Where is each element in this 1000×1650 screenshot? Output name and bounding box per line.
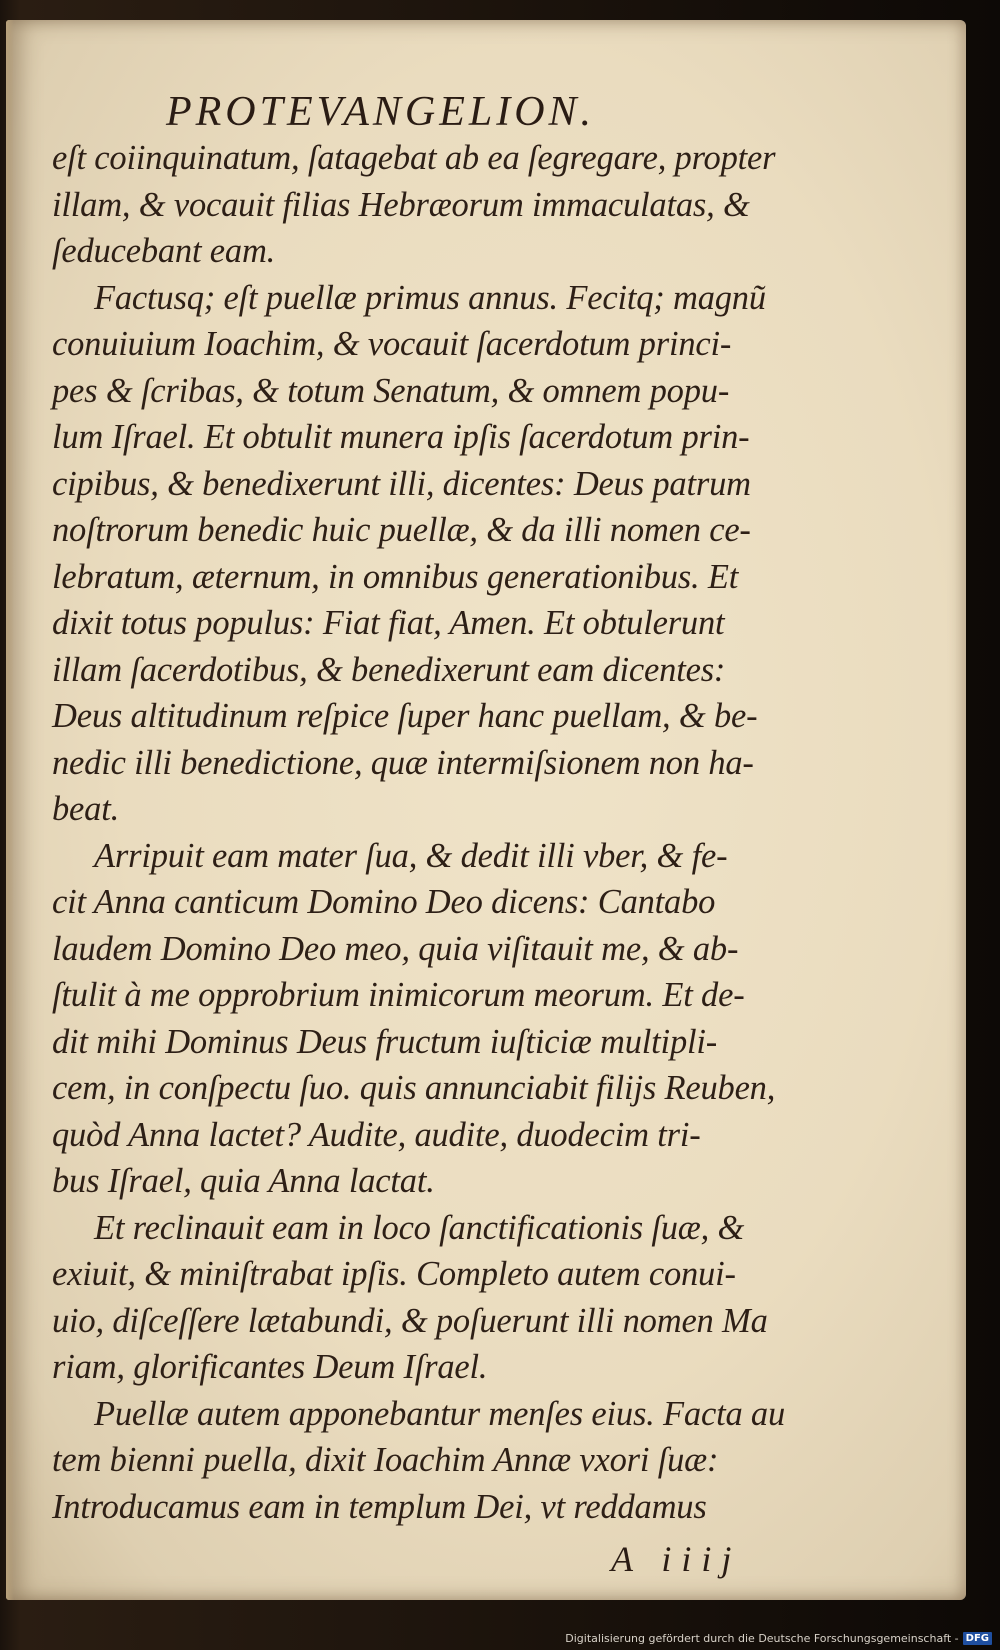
text-body — [52, 135, 842, 1530]
signature-mark: A iiij — [611, 1539, 742, 1579]
text-line: Arripuit eam mater ſua, & dedit illi vber, & fe- — [94, 836, 728, 875]
text-line: pes & ſcribas, & totum Senatum, & omnem popu- — [52, 371, 730, 410]
text-line: exiuit, & miniſtrabat ipſis. Completo autem conui- — [52, 1255, 736, 1293]
text-line: beat. — [52, 790, 120, 828]
text-line: ſtulit à me opprobrium inimicorum meorum. Et de- — [52, 976, 745, 1014]
text-line: lebratum, æternum, in omnibus generationibus. Et — [52, 557, 739, 596]
text-line: eſt coiinquinatum, ſatagebat ab ea ſegregare, propter — [52, 139, 776, 177]
text-line: illam, & vocauit filias Hebræorum immaculatas, & — [52, 185, 750, 224]
text-line: Et reclinauit eam in loco ſanctificationis ſuæ, & — [94, 1208, 745, 1247]
text-line: illam ſacerdotibus, & benedixerunt eam dicentes: — [52, 650, 726, 689]
text-line: Factusq; eſt puellæ primus annus. Fecitq; magnũ — [94, 278, 766, 317]
dfg-logo: DFG — [963, 1632, 992, 1645]
text-line: dixit totus populus: Fiat fiat, Amen. Et obtulerunt — [52, 604, 725, 642]
text-line: dit mihi Dominus Deus fructum iuſticiæ multipli- — [52, 1022, 718, 1061]
text-line: cem, in conſpectu ſuo. quis annunciabit filijs Reuben, — [52, 1069, 776, 1107]
text-line: lum Iſrael. Et obtulit munera ipſis ſacerdotum prin- — [52, 418, 750, 456]
running-head: PROTEVANGELION. — [166, 89, 596, 135]
text-line: Introducamus eam in templum Dei, vt reddamus — [52, 1487, 707, 1526]
text-line: quòd Anna lactet? Audite, audite, duodecim tri- — [52, 1115, 701, 1154]
text-line: Puellæ autem apponebantur menſes eius. Facta au — [94, 1394, 786, 1433]
text-line: bus Iſrael, quia Anna lactat. — [52, 1162, 435, 1200]
text-line: tem bienni puella, dixit Ioachim Annæ vxori ſuæ: — [52, 1441, 719, 1479]
credit-text: Digitalisierung gefördert durch die Deutsche Forschungsgemeinschaft - — [565, 1632, 959, 1645]
text-line: uio, diſceſſere lætabundi, & poſuerunt illi nomen Ma — [52, 1301, 768, 1340]
text-line: nedic illi benedictione, quæ intermiſsionem non ha- — [52, 743, 754, 782]
text-line: noſtrorum benedic huic puellæ, & da illi nomen ce- — [52, 511, 751, 549]
text-line: ſeducebant eam. — [52, 232, 276, 270]
digitization-credit — [565, 1632, 992, 1645]
text-line: conuiuium Ioachim, & vocauit ſacerdotum princi- — [52, 325, 732, 363]
book-page — [6, 20, 966, 1600]
text-line: cit Anna canticum Domino Deo dicens: Cantabo — [52, 883, 716, 921]
text-line: cipibus, & benedixerunt illi, dicentes: Deus patrum — [52, 464, 751, 503]
text-line: Deus altitudinum reſpice ſuper hanc puellam, & be- — [52, 697, 758, 735]
text-line: laudem Domino Deo meo, quia viſitauit me, & ab- — [52, 929, 739, 968]
text-line: riam, glorificantes Deum Iſrael. — [52, 1348, 488, 1386]
